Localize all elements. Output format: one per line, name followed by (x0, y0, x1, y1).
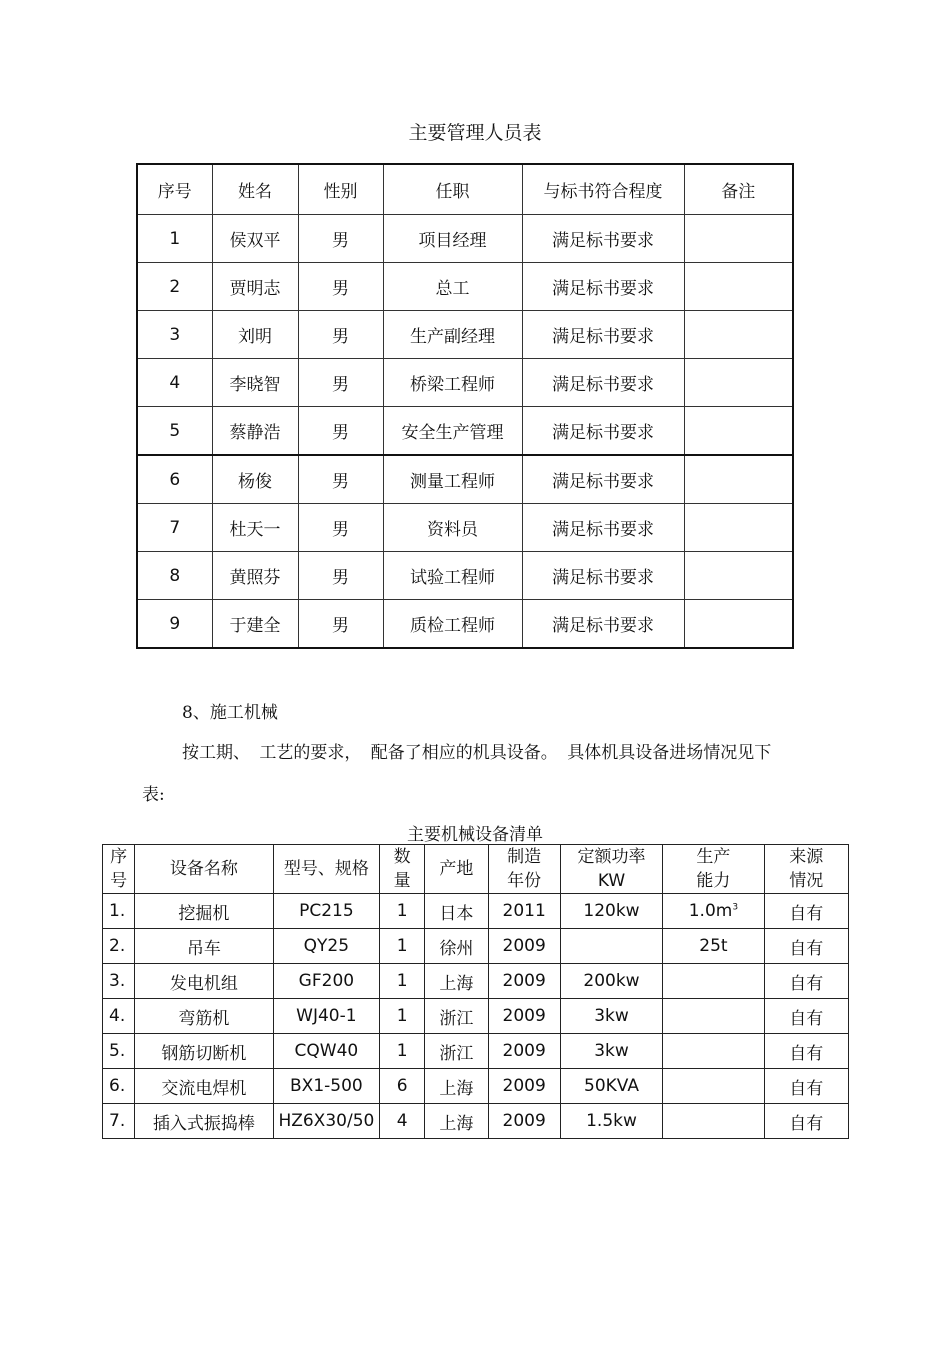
header-line: 生产 (696, 847, 731, 867)
table-cell: 满足标书要求 (522, 263, 684, 311)
table-cell (273, 1069, 379, 1104)
table-row (137, 215, 793, 263)
table-cell (488, 1069, 560, 1104)
table-cell (488, 929, 560, 964)
cell-text: 1 (396, 1006, 408, 1026)
cell-text: 上海 (439, 1078, 474, 1099)
superscript: 3 (732, 902, 739, 913)
table-row (137, 263, 793, 311)
cell-text: 3kw (594, 1006, 629, 1026)
table-cell (273, 964, 379, 999)
table-row (137, 407, 793, 456)
table-cell (764, 1069, 848, 1104)
table-cell: 男 (298, 263, 383, 311)
table-cell: 男 (298, 407, 383, 456)
table-header-row (137, 164, 793, 215)
section-paragraph: 按工期、 工艺的要求， 配备了相应的机具设备。 具体机具设备进场情况见下 (182, 743, 772, 763)
table-cell: 6 (137, 455, 212, 504)
table-cell: 男 (298, 504, 383, 552)
section-heading: 8、施工机械 (182, 703, 278, 723)
cell-text: 发电机组 (169, 973, 238, 994)
table-cell (488, 964, 560, 999)
cell-text: 吊车 (186, 938, 221, 959)
table-row (137, 552, 793, 600)
table-cell (103, 964, 135, 999)
cell-text: 4. (109, 1006, 126, 1026)
cell-text: 200kw (583, 971, 640, 991)
cell-text: 弯筋机 (178, 1008, 230, 1029)
table-cell (560, 894, 662, 929)
cell-text: 3kw (594, 1041, 629, 1061)
table-cell: 男 (298, 359, 383, 407)
cell-text: QY25 (303, 936, 350, 956)
table-cell: 满足标书要求 (522, 552, 684, 600)
column-header (273, 845, 379, 894)
table-cell: 男 (298, 311, 383, 359)
table-row (103, 929, 849, 964)
staff-table (136, 163, 794, 649)
table-cell: 蔡静浩 (212, 407, 298, 456)
cell-text: 2009 (502, 1076, 546, 1096)
cell-text: 浙江 (439, 1043, 474, 1064)
table-cell: 试验工程师 (383, 552, 522, 600)
table-row (137, 311, 793, 359)
header-line: 年份 (507, 871, 542, 891)
table-cell (764, 894, 848, 929)
table-cell: 满足标书要求 (522, 359, 684, 407)
table-cell (663, 964, 764, 999)
table-cell (488, 999, 560, 1034)
table-row (103, 1034, 849, 1069)
table-cell: 贾明志 (212, 263, 298, 311)
table-cell: 于建全 (212, 600, 298, 649)
column-header: 性别 (298, 164, 383, 215)
table-cell: 满足标书要求 (522, 311, 684, 359)
table-row (103, 1104, 849, 1139)
table-cell (684, 407, 793, 456)
table-cell (684, 311, 793, 359)
table-cell (488, 894, 560, 929)
table-cell (684, 359, 793, 407)
cell-text: 交流电焊机 (161, 1078, 247, 1099)
table-cell (380, 1069, 425, 1104)
table-cell (425, 929, 488, 964)
cell-text: 2009 (502, 971, 546, 991)
cell-text: 自有 (789, 1043, 824, 1064)
table-cell (425, 1069, 488, 1104)
column-header (560, 845, 662, 894)
cell-text: 自有 (789, 1008, 824, 1029)
column-header (103, 845, 135, 894)
cell-text: 4 (396, 1111, 408, 1131)
table-cell: 1 (137, 215, 212, 263)
table-cell (135, 1104, 274, 1139)
cell-text: 上海 (439, 973, 474, 994)
table-cell (380, 929, 425, 964)
table-cell (380, 1104, 425, 1139)
table-row (103, 964, 849, 999)
table-cell (135, 929, 274, 964)
table-row (137, 359, 793, 407)
equipment-table (102, 844, 849, 1139)
column-header (488, 845, 560, 894)
cell-text: 自有 (789, 903, 824, 924)
table-cell: 满足标书要求 (522, 455, 684, 504)
table-cell (103, 1104, 135, 1139)
table-cell: 总工 (383, 263, 522, 311)
table-cell: 质检工程师 (383, 600, 522, 649)
table-cell (273, 1104, 379, 1139)
table-cell: 9 (137, 600, 212, 649)
table-cell (684, 455, 793, 504)
table-cell (380, 999, 425, 1034)
cell-text: 3. (109, 971, 126, 991)
table-cell: 侯双平 (212, 215, 298, 263)
table-row (103, 894, 849, 929)
table-cell: 满足标书要求 (522, 600, 684, 649)
cell-text: 7. (109, 1111, 126, 1131)
table-cell: 项目经理 (383, 215, 522, 263)
cell-text: 2009 (502, 1041, 546, 1061)
cell-text: 上海 (439, 1113, 474, 1134)
table-cell: 资料员 (383, 504, 522, 552)
table-cell: 7 (137, 504, 212, 552)
table-cell (488, 1034, 560, 1069)
table-cell: 男 (298, 455, 383, 504)
cell-text: 2009 (502, 1006, 546, 1026)
cell-text: 25t (699, 936, 728, 956)
header-line: 定额功率 (577, 847, 646, 867)
table-cell: 男 (298, 552, 383, 600)
cell-text: WJ40-1 (296, 1006, 357, 1026)
header-line: 来源 (789, 847, 824, 867)
column-header: 备注 (684, 164, 793, 215)
header-line: 情况 (789, 871, 824, 891)
header-line: 能力 (696, 871, 731, 891)
cell-text: 2009 (502, 936, 546, 956)
column-header: 序号 (137, 164, 212, 215)
cell-text: 120kw (583, 901, 640, 921)
table-cell (425, 964, 488, 999)
cell-text: 钢筋切断机 (161, 1043, 247, 1064)
cell-text: 自有 (789, 973, 824, 994)
column-header (663, 845, 764, 894)
table-cell (135, 1034, 274, 1069)
table-header-row (103, 845, 849, 894)
table-cell: 杜天一 (212, 504, 298, 552)
table-cell (425, 999, 488, 1034)
table-cell (684, 552, 793, 600)
table-cell (380, 894, 425, 929)
table-cell (273, 999, 379, 1034)
table-cell (273, 1034, 379, 1069)
table-cell: 4 (137, 359, 212, 407)
cell-text: 1. (109, 901, 126, 921)
table-cell (684, 215, 793, 263)
cell-text: CQW40 (294, 1041, 359, 1061)
staff-table-title: 主要管理人员表 (408, 122, 542, 144)
table-cell (273, 929, 379, 964)
cell-text: 自有 (789, 1113, 824, 1134)
table-cell: 5 (137, 407, 212, 456)
cell-text: 2011 (502, 901, 546, 921)
table-cell: 测量工程师 (383, 455, 522, 504)
table-cell (135, 999, 274, 1034)
table-cell (425, 1034, 488, 1069)
header-line: 序 (110, 847, 128, 867)
table-cell: 男 (298, 600, 383, 649)
column-header: 任职 (383, 164, 522, 215)
table-cell (135, 1069, 274, 1104)
table-cell (103, 894, 135, 929)
cell-text: 挖掘机 (178, 903, 230, 924)
table-row (137, 600, 793, 649)
column-header (380, 845, 425, 894)
cell-text: 插入式振捣棒 (152, 1113, 255, 1134)
table-cell: 安全生产管理 (383, 407, 522, 456)
equipment-table-title: 主要机械设备清单 (407, 825, 543, 845)
table-cell: 满足标书要求 (522, 504, 684, 552)
table-cell (684, 600, 793, 649)
cell-text: 浙江 (439, 1008, 474, 1029)
cell-text: PC215 (299, 901, 354, 921)
table-cell: 3 (137, 311, 212, 359)
cell-text: 5. (109, 1041, 126, 1061)
cell-text: 徐州 (439, 938, 474, 959)
table-cell (684, 263, 793, 311)
column-header (425, 845, 488, 894)
cell-text: BX1-500 (290, 1076, 363, 1096)
cell-text: 自有 (789, 1078, 824, 1099)
table-cell (663, 894, 764, 929)
table-cell (135, 964, 274, 999)
table-cell: 桥梁工程师 (383, 359, 522, 407)
table-row (103, 999, 849, 1034)
cell-text: 6 (396, 1076, 408, 1096)
table-cell (560, 1069, 662, 1104)
table-row (137, 455, 793, 504)
table-cell (560, 1104, 662, 1139)
table-cell (425, 894, 488, 929)
table-cell (273, 894, 379, 929)
table-cell (560, 929, 662, 964)
table-cell (764, 964, 848, 999)
table-cell (764, 999, 848, 1034)
table-cell (764, 929, 848, 964)
table-cell (663, 1104, 764, 1139)
column-header (135, 845, 274, 894)
cell-text: 1.5kw (586, 1111, 637, 1131)
table-cell: 满足标书要求 (522, 407, 684, 456)
header-line: 制造 (507, 847, 542, 867)
cell-text: 50KVA (584, 1076, 639, 1096)
table-cell (663, 1034, 764, 1069)
table-cell: 刘明 (212, 311, 298, 359)
header-line: 型号、规格 (283, 859, 369, 879)
header-line: 量 (393, 871, 411, 891)
table-cell: 8 (137, 552, 212, 600)
cell-text: 1 (396, 936, 408, 956)
table-cell (103, 929, 135, 964)
column-header: 姓名 (212, 164, 298, 215)
section-paragraph-continued: 表: (142, 785, 165, 805)
table-cell: 2 (137, 263, 212, 311)
header-line: KW (597, 871, 626, 891)
cell-text: 1.0m (688, 901, 733, 921)
table-cell: 杨俊 (212, 455, 298, 504)
cell-text: 1 (396, 971, 408, 991)
column-header (764, 845, 848, 894)
table-cell: 生产副经理 (383, 311, 522, 359)
table-row (137, 504, 793, 552)
column-header: 与标书符合程度 (522, 164, 684, 215)
table-cell (560, 1034, 662, 1069)
cell-text: 日本 (439, 903, 474, 924)
table-cell: 黄照芬 (212, 552, 298, 600)
table-cell: 满足标书要求 (522, 215, 684, 263)
table-cell (764, 1034, 848, 1069)
header-line: 号 (110, 871, 128, 891)
table-cell (684, 504, 793, 552)
table-cell (663, 929, 764, 964)
cell-text: 1 (396, 901, 408, 921)
cell-text: GF200 (298, 971, 355, 991)
table-cell (103, 1069, 135, 1104)
cell-text: 6. (109, 1076, 126, 1096)
table-row (103, 1069, 849, 1104)
cell-text: 自有 (789, 938, 824, 959)
cell-text: 2009 (502, 1111, 546, 1131)
table-cell (560, 964, 662, 999)
table-cell: 男 (298, 215, 383, 263)
cell-text: HZ6X30/50 (278, 1111, 375, 1131)
header-line: 数 (393, 847, 411, 867)
header-line: 设备名称 (169, 859, 238, 879)
table-cell (380, 1034, 425, 1069)
table-cell (560, 999, 662, 1034)
table-cell (663, 1069, 764, 1104)
table-cell (103, 999, 135, 1034)
cell-text: 2. (109, 936, 126, 956)
table-cell (425, 1104, 488, 1139)
cell-text: 1 (396, 1041, 408, 1061)
table-cell (764, 1104, 848, 1139)
header-line: 产地 (439, 859, 474, 879)
table-cell (135, 894, 274, 929)
table-cell (103, 1034, 135, 1069)
table-cell (488, 1104, 560, 1139)
table-cell (380, 964, 425, 999)
table-cell: 李晓智 (212, 359, 298, 407)
table-cell (663, 999, 764, 1034)
